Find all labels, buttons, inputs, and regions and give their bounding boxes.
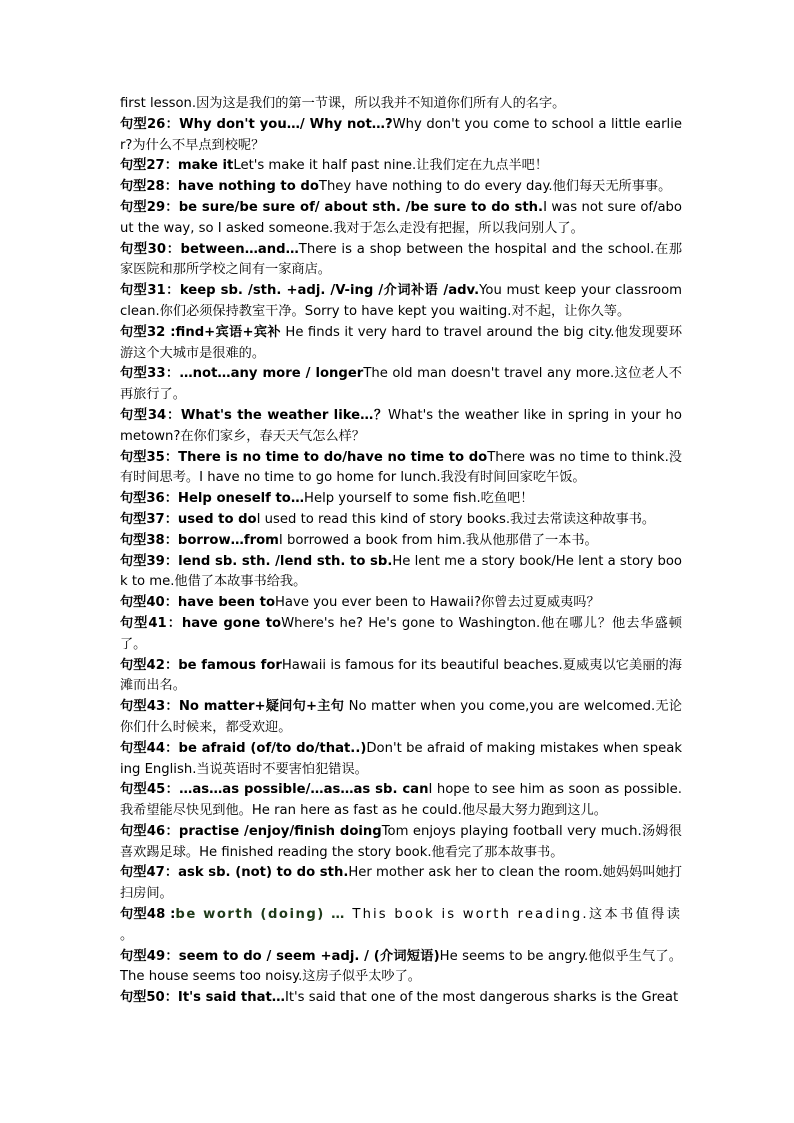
sentence-pattern-48 xyxy=(120,905,682,947)
sentence-pattern-27 xyxy=(120,156,682,177)
pattern-example: I used to read this kind of story books.我过去常读这种故事书。 xyxy=(256,511,656,527)
pattern-structure: used to do xyxy=(177,511,257,527)
pattern-structure: ask sb. (not) to do sth. xyxy=(178,865,349,881)
pattern-example: There was no time to think.没有时间思考。I have no time to go home for lunch.我没有时间回家吃午饭。 xyxy=(120,449,682,486)
sentence-pattern-36 xyxy=(120,489,682,510)
pattern-example: You must keep your classroom clean.你们必须保持教室干净。Sorry to have kept you waiting.对不起，让你久等。 xyxy=(120,283,682,319)
pattern-example: There is a shop between the hospital and the school.在那家医院和那所学校之间有一家商店。 xyxy=(120,241,683,278)
pattern-label: 句型26： xyxy=(120,116,180,132)
sentence-pattern-30 xyxy=(120,240,682,282)
pattern-example: Have you ever been to Hawaii?你曾去过夏威夷吗？ xyxy=(275,595,600,611)
pattern-structure: practise /enjoy/finish doing xyxy=(178,823,382,839)
pattern-label: 句型50： xyxy=(120,990,178,1006)
pattern-label: 句型28： xyxy=(120,179,178,195)
pattern-structure: Why don't you…/ Why not…? xyxy=(179,116,393,132)
sentence-pattern-26 xyxy=(120,115,682,157)
pattern-label: 句型31： xyxy=(120,283,180,299)
pattern-example: I hope to see him as soon as possible.我希望能尽快见到他。He ran here as fast as he could.他尽最大努力跑到这儿。 xyxy=(120,782,682,819)
pattern-structure: keep sb. /sth. +adj. /V-ing /介词补语 /adv. xyxy=(179,283,480,299)
pattern-structure: be sure/be sure of/ about sth. /be sure to do sth. xyxy=(178,199,544,215)
pattern-label: 句型38： xyxy=(120,532,178,548)
pattern-example: It's said that one of the most dangerous sharks is the Great xyxy=(285,990,679,1006)
pattern-structure: have been to xyxy=(177,595,276,611)
pattern-structure: between…and… xyxy=(180,241,299,257)
pattern-structure: Help oneself to… xyxy=(177,491,305,507)
sentence-pattern-43 xyxy=(120,697,682,739)
pattern-example: Why don't you come to school a little earlier?为什么不早点到校呢？ xyxy=(120,116,682,153)
pattern-example: Where's he? He's gone to Washington.他在哪儿？他去华盛顿了。 xyxy=(120,615,682,652)
pattern-label: 句型42： xyxy=(120,657,179,673)
sentence-pattern-33 xyxy=(120,364,682,406)
pattern-example: Her mother ask her to clean the room.她妈妈叫她打扫房间。 xyxy=(120,865,682,902)
pattern-structure: have gone to xyxy=(181,615,282,631)
pattern-label: 句型39： xyxy=(120,553,179,569)
pattern-label: 句型48 : xyxy=(120,907,176,923)
pattern-label: 句型47： xyxy=(120,865,179,881)
sentence-pattern-34 xyxy=(120,406,682,448)
sentence-pattern-50 xyxy=(120,988,682,1009)
pattern-label: 句型46： xyxy=(120,823,179,839)
pattern-label: 句型49： xyxy=(120,948,179,964)
sentence-pattern-41 xyxy=(120,614,682,656)
pattern-structure: be famous for xyxy=(178,657,282,673)
pattern-label: 句型43： xyxy=(120,699,179,715)
pattern-structure: have nothing to do xyxy=(177,179,319,195)
sentence-pattern-35 xyxy=(120,448,682,490)
sentence-pattern-28 xyxy=(120,177,682,198)
pattern-label: 句型45： xyxy=(120,782,180,798)
pattern-example: He seems to be angry.他似乎生气了。The house seems too noisy.这房子似乎太吵了。 xyxy=(120,948,682,985)
pattern-structure: There is no time to do/have no time to do xyxy=(178,449,488,465)
pattern-label: 句型30： xyxy=(120,241,181,257)
pattern-label: 句型37： xyxy=(120,511,178,527)
pattern-example: Tom enjoys playing football very much.汤姆很喜欢踢足球。He finished reading the story book.他看完了那本故事书。 xyxy=(120,823,682,860)
pattern-structure: It's said that… xyxy=(177,990,285,1006)
pattern-example: Help yourself to some fish.吃鱼吧！ xyxy=(304,491,534,507)
pattern-label: 句型34： xyxy=(120,407,181,423)
sentence-pattern-40 xyxy=(120,593,682,614)
pattern-structure: What's the weather like…？ xyxy=(180,407,388,423)
pattern-label: 句型27： xyxy=(120,158,178,174)
pattern-example: They have nothing to do every day.他们每天无所事事。 xyxy=(318,179,672,195)
pattern-example: What's the weather like in spring in your hometown?在你们家乡，春天天气怎么样？ xyxy=(120,407,682,444)
pattern-example: He finds it very hard to travel around the big city.他发现要环游这个大城市是很难的。 xyxy=(120,324,683,361)
pattern-structure: …not…any more / longer xyxy=(179,366,364,382)
pattern-label: 句型29： xyxy=(120,199,179,215)
sentence-pattern-37 xyxy=(120,510,682,531)
pattern-label: 句型41： xyxy=(120,615,182,631)
pattern-label: 句型44： xyxy=(120,740,179,756)
pattern-label: 句型36： xyxy=(120,491,178,507)
pattern-example: Hawaii is famous for its beautiful beaches.夏威夷以它美丽的海滩而出名。 xyxy=(120,657,682,694)
document-body xyxy=(120,94,682,1009)
pattern-structure: seem to do / seem +adj. / (介词短语) xyxy=(178,948,440,964)
sentence-pattern-42 xyxy=(120,656,682,698)
sentence-pattern-49 xyxy=(120,947,682,989)
pattern-label: 句型35： xyxy=(120,449,179,465)
sentence-pattern-46 xyxy=(120,822,682,864)
pattern-example: No matter when you come,you are welcomed.无论你们什么时候来，都受欢迎。 xyxy=(120,699,682,735)
pattern-example: I borrowed a book from him.我从他那借了一本书。 xyxy=(278,532,598,548)
pattern-structure: be afraid (of/to do/that..) xyxy=(178,740,367,756)
pattern-example: Let's make it half past nine.让我们定在九点半吧！ xyxy=(233,158,549,174)
pattern-structure: find+宾语+宾补 xyxy=(175,324,281,340)
sentence-pattern-29 xyxy=(120,198,682,240)
sentence-pattern-39 xyxy=(120,552,682,594)
lead-paragraph xyxy=(120,94,682,115)
pattern-example: This book is worth reading.这本书值得读 。 xyxy=(120,907,682,943)
pattern-example: He lent me a story book/He lent a story book to me.他借了本故事书给我。 xyxy=(120,553,682,590)
pattern-example: I was not sure of/about the way, so I asked someone.我对于怎么走没有把握，所以我问别人了。 xyxy=(120,199,682,236)
sentence-pattern-38 xyxy=(120,531,682,552)
pattern-label: 句型40： xyxy=(120,595,178,611)
pattern-label: 句型33： xyxy=(120,366,180,382)
lead-text: first lesson.因为这是我们的第一节课，所以我并不知道你们所有人的名字。 xyxy=(120,96,566,111)
pattern-structure: …as…as possible/…as…as sb. can xyxy=(179,782,429,798)
sentence-pattern-44 xyxy=(120,739,682,781)
pattern-structure: borrow…from xyxy=(177,532,279,548)
pattern-structure: be worth (doing) … xyxy=(175,907,346,923)
pattern-structure: No matter+疑问句+主句 xyxy=(178,699,345,715)
pattern-example: Don't be afraid of making mistakes when speaking English.当说英语时不要害怕犯错误。 xyxy=(120,740,682,777)
sentence-pattern-45 xyxy=(120,780,682,822)
sentence-pattern-32 xyxy=(120,323,682,365)
sentence-pattern-31 xyxy=(120,281,682,323)
pattern-example: The old man doesn't travel any more.这位老人不再旅行了。 xyxy=(120,366,682,403)
pattern-label: 句型32 : xyxy=(120,324,176,340)
pattern-structure: make it xyxy=(177,158,234,174)
pattern-structure: lend sb. sth. /lend sth. to sb. xyxy=(178,553,393,569)
sentence-pattern-47 xyxy=(120,863,682,905)
